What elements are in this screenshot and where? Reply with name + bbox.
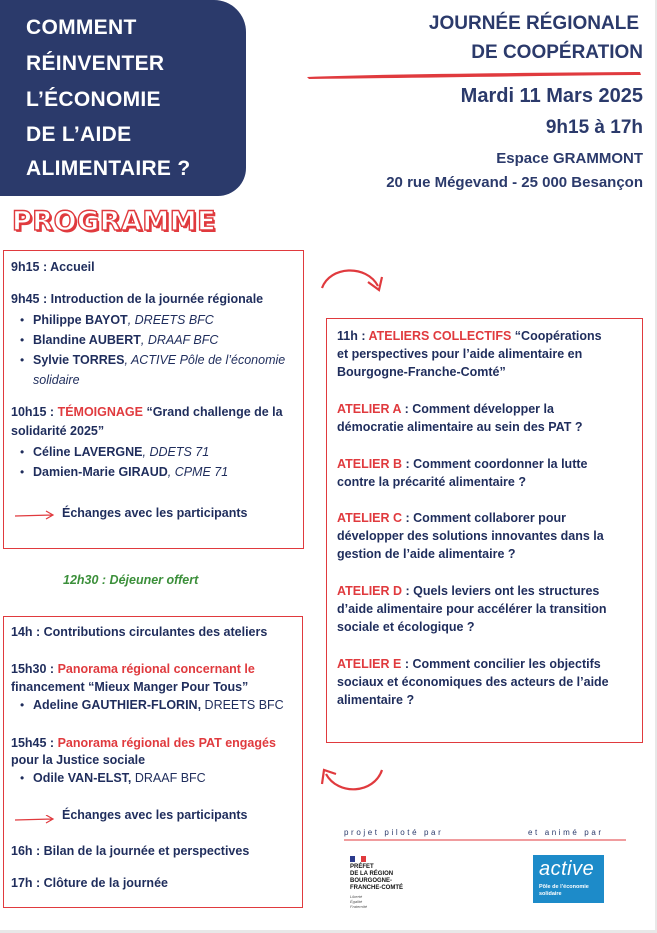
lunch-label: 12h30 : Déjeuner offert [63, 573, 199, 587]
schedule-contributions: 14h : Contributions circulantes des ateliers [11, 625, 268, 639]
schedule-temoignage-cont: solidarité 2025” [11, 424, 105, 438]
title-line: RÉINVENTER [26, 52, 165, 75]
prefet-motto: Fraternité [350, 904, 368, 909]
prefet-text: FRANCHE-COMTÉ [350, 885, 403, 891]
curved-arrow-icon [316, 762, 390, 798]
speaker-item: • Odile VAN-ELST, DRAAF BFC [33, 769, 206, 787]
ateliers-heading: 11h : ATELIERS COLLECTIFS “Coopérations [337, 329, 602, 343]
title-line: L’ÉCONOMIE [26, 88, 161, 111]
atelier-e-cont: alimentaire ? [337, 693, 415, 707]
schedule-intro: 9h45 : Introduction de la journée régionale [11, 292, 264, 306]
event-venue: Espace GRAMMONT [496, 150, 643, 167]
atelier-d-cont: d’aide alimentaire pour accélérer la transition [337, 602, 607, 616]
footer-divider [344, 839, 626, 842]
speaker-org-continued: solidaire [33, 373, 80, 387]
speaker-item: • Damien-Marie GIRAUD, CPME 71 [33, 463, 228, 481]
schedule-cloture: 17h : Clôture de la journée [11, 876, 168, 890]
atelier-c-cont: développer des solutions innovantes dans la [337, 529, 604, 543]
schedule-panorama1: 15h30 : Panorama régional concernant le [11, 662, 255, 676]
red-brush-stroke [305, 70, 645, 82]
speaker-item: • Adeline GAUTHIER-FLORIN, DREETS BFC [33, 696, 284, 714]
schedule-temoignage: 10h15 : TÉMOIGNAGE “Grand challenge de la [11, 405, 283, 419]
atelier-d: ATELIER D : Quels leviers ont les structures [337, 584, 600, 598]
active-logo-sub: Pôle de l’économie [539, 884, 589, 890]
speaker-item: • Sylvie TORRES, ACTIVE Pôle de l’économie [33, 351, 285, 369]
programme-heading: PROGRAMME [12, 206, 217, 237]
ateliers-heading-cont: Bourgogne-Franche-Comté” [337, 365, 506, 379]
arrow-right-icon [14, 815, 56, 825]
french-flag-icon [350, 856, 366, 862]
atelier-b-cont: contre la précarité alimentaire ? [337, 475, 526, 489]
event-address: 20 rue Mégevand - 25 000 Besançon [386, 174, 643, 191]
arrow-right-icon [14, 510, 56, 520]
prefet-motto: Liberté [350, 894, 363, 899]
atelier-c-cont: gestion de l’aide alimentaire ? [337, 547, 516, 561]
prefet-text: PRÉFET [350, 864, 374, 870]
atelier-d-cont: sociale et écologique ? [337, 620, 475, 634]
title-line: ALIMENTAIRE ? [26, 157, 191, 180]
ateliers-heading-cont: et perspectives pour l’aide alimentaire en [337, 347, 583, 361]
animated-label: et animé par [528, 828, 604, 837]
speaker-item: • Blandine AUBERT, DRAAF BFC [33, 331, 218, 349]
event-title-line1: JOURNÉE RÉGIONALE [428, 13, 639, 34]
speaker-item: • Philippe BAYOT, DREETS BFC [33, 311, 214, 329]
title-line: COMMENT [26, 16, 137, 39]
atelier-e: ATELIER E : Comment concilier les objectifs [337, 657, 601, 671]
atelier-a-cont: démocratie alimentaire au sein des PAT ? [337, 420, 583, 434]
atelier-e-cont: sociaux et économiques des acteurs de l’aide [337, 675, 609, 689]
prefet-text: DE LA RÉGION [350, 871, 394, 877]
schedule-bilan: 16h : Bilan de la journée et perspectives [11, 844, 250, 858]
active-logo [533, 855, 604, 903]
atelier-a: ATELIER A : Comment développer la [337, 402, 554, 416]
curved-arrow-icon [316, 262, 390, 298]
prefet-text: BOURGOGNE- [350, 878, 392, 884]
schedule-panorama2: 15h45 : Panorama régional des PAT engagés [11, 736, 276, 750]
atelier-b: ATELIER B : Comment coordonner la lutte [337, 457, 588, 471]
active-logo-sub: solidaire [539, 891, 562, 897]
schedule-panorama2-cont: pour la Justice sociale [11, 753, 146, 767]
title-block [0, 0, 246, 196]
prefet-motto: Égalité [350, 899, 363, 904]
echanges-afternoon: Échanges avec les participants [62, 808, 248, 822]
title-line: DE L’AIDE [26, 123, 132, 146]
echanges-morning: Échanges avec les participants [62, 506, 248, 520]
active-logo-word: active [539, 858, 595, 880]
schedule-panorama1-cont: financement “Mieux Manger Pour Tous” [11, 680, 249, 694]
pilot-label: projet piloté par [344, 828, 444, 837]
event-time: 9h15 à 17h [545, 117, 643, 138]
event-title-line2: DE COOPÉRATION [471, 42, 643, 63]
event-date: Mardi 11 Mars 2025 [460, 85, 643, 107]
atelier-c: ATELIER C : Comment collaborer pour [337, 511, 566, 525]
schedule-accueil: 9h15 : Accueil [11, 260, 95, 274]
prefet-logo [350, 856, 403, 909]
speaker-item: • Céline LAVERGNE, DDETS 71 [33, 443, 209, 461]
